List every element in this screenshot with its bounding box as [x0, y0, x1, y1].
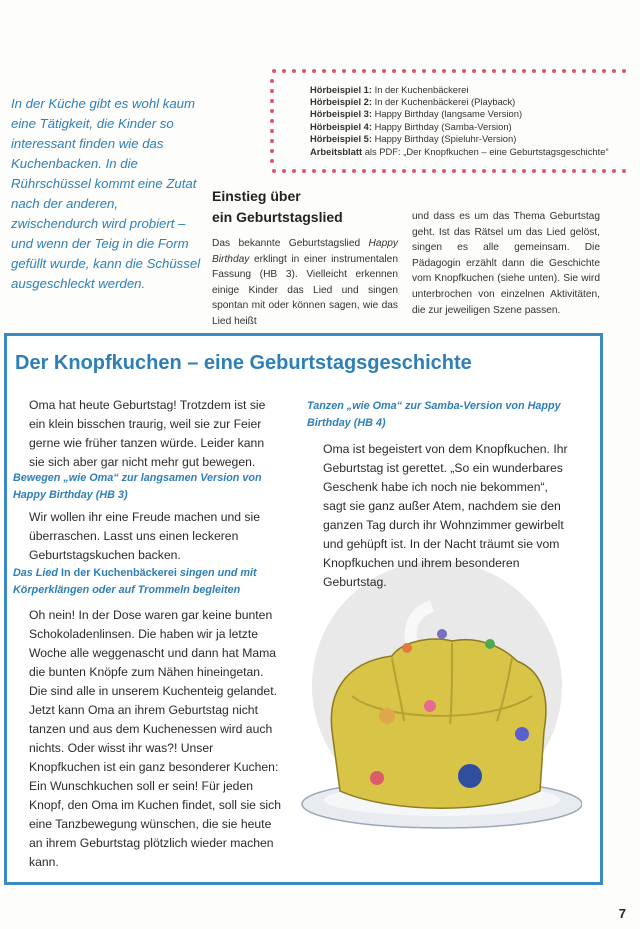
border-dot [432, 69, 436, 73]
story-paragraph: Wir wollen ihr eine Freude machen und sie überraschen. Lasst uns einen leckeren Geburtstagskuchen backen. [29, 510, 260, 562]
border-dot [442, 169, 446, 173]
materials-item: Hörbeispiel 2: In der Kuchenbäckerei (Playback) [310, 96, 516, 108]
border-dot [622, 169, 626, 173]
border-dot [270, 149, 274, 153]
materials-item: Hörbeispiel 1: In der Kuchenbäckerei [310, 84, 469, 95]
border-dot [462, 169, 466, 173]
border-dot [362, 169, 366, 173]
border-dot [322, 69, 326, 73]
border-dot [562, 169, 566, 173]
border-dot [572, 169, 576, 173]
border-dot [270, 139, 274, 143]
border-dot [522, 169, 526, 173]
border-dot [512, 169, 516, 173]
button-blue [437, 629, 447, 639]
border-dot [572, 69, 576, 73]
button-amber [379, 708, 395, 724]
border-dot [270, 159, 274, 163]
border-dot [582, 169, 586, 173]
cake [331, 639, 546, 808]
intro-text: In der Küche gibt es wohl kaum eine Tätigkeit, die Kinder so interessant finden wie das Kuchenbacken. In die Rührschüssel kommt eine Zutat nach der anderen, zwischendurch wird probiert – und wenn der Teig in die Form gefüllt wurde, kann die Schüssel ausgeschleckt werden. [11, 96, 201, 291]
border-dot [452, 69, 456, 73]
border-dot [542, 69, 546, 73]
border-dot [472, 169, 476, 173]
section-heading: Einstieg über ein Geburtstagslied [212, 188, 343, 225]
border-dot [312, 69, 316, 73]
page-number: 7 [618, 906, 626, 921]
materials-item: Hörbeispiel 3: Happy Birthday (langsame Version) [310, 108, 523, 120]
border-dot [492, 69, 496, 73]
section-column-1: Das bekannte Geburtstagslied Happy Birthday erklingt in einer instrumentalen Fassung (HB 3). Vielleicht erkennen einige Kinder das Lied und singen spontan mit oder können sagen, wie das Lied heißt [212, 238, 398, 327]
border-dot [312, 169, 316, 173]
border-dot [482, 69, 486, 73]
border-dot [422, 169, 426, 173]
border-dot [332, 169, 336, 173]
border-dot [342, 169, 346, 173]
border-dot [602, 69, 606, 73]
border-dot [272, 169, 276, 173]
materials-item: Hörbeispiel 4: Happy Birthday (Samba-Version) [310, 120, 512, 132]
border-dot [292, 169, 296, 173]
border-dot [270, 99, 274, 103]
border-dot [592, 169, 596, 173]
border-dot [392, 169, 396, 173]
border-dot [592, 69, 596, 73]
border-dot [372, 69, 376, 73]
border-dot [562, 69, 566, 73]
border-dot [602, 169, 606, 173]
border-dot [382, 169, 386, 173]
border-dot [272, 69, 276, 73]
border-dot [502, 69, 506, 73]
story-activity: Tanzen „wie Oma“ zur Samba-Version von Happy Birthday (HB 4) [307, 400, 561, 429]
button-navy [458, 764, 482, 788]
border-dot [532, 169, 536, 173]
button-orange [402, 643, 412, 653]
border-dot [332, 69, 336, 73]
border-dot [552, 69, 556, 73]
materials-item: Arbeitsblatt als PDF: „Der Knopfkuchen – eine Geburtstagsgeschichte“ [310, 146, 609, 158]
border-dot [422, 69, 426, 73]
border-dot [282, 69, 286, 73]
border-dot [442, 69, 446, 73]
border-dot [362, 69, 366, 73]
button-red [370, 771, 384, 785]
border-dot [382, 69, 386, 73]
border-dot [302, 69, 306, 73]
border-dot [432, 169, 436, 173]
story-paragraph: Oma ist begeistert von dem Knopfkuchen. Ihr Geburtstag ist gerettet. „So ein wunderbares Geschenk habe ich noch nie bekommen“, sagt sie ganz außer Atem, nachdem sie den ganzen Tag durch ihr Wohnzimmer gewirbelt und gehüpft ist. In der Nacht träumt sie vom Knopfkuchen und ihrem besonderen Geburtstag. [323, 442, 568, 589]
button-green [485, 639, 495, 649]
border-dot [270, 119, 274, 123]
button-pink [424, 700, 436, 712]
story-box [4, 333, 603, 885]
border-dot [482, 169, 486, 173]
border-dot [552, 169, 556, 173]
border-dot [492, 169, 496, 173]
border-dot [352, 169, 356, 173]
border-dot [612, 69, 616, 73]
border-dot [402, 169, 406, 173]
border-dot [612, 169, 616, 173]
border-dot [502, 169, 506, 173]
story-activity: Bewegen „wie Oma“ zur langsamen Version von Happy Birthday (HB 3) [13, 472, 262, 501]
border-dot [372, 169, 376, 173]
border-dot [402, 69, 406, 73]
border-dot [270, 79, 274, 83]
border-dot [622, 69, 626, 73]
border-dot [412, 69, 416, 73]
border-dot [302, 169, 306, 173]
story-activity: Das Lied In der Kuchenbäckerei singen und mit Körperklängen oder auf Trommeln begleiten [13, 567, 257, 596]
border-dot [292, 69, 296, 73]
border-dot [270, 109, 274, 113]
materials-box [268, 67, 632, 175]
border-dot [322, 169, 326, 173]
border-dot [532, 69, 536, 73]
story-paragraph: Oh nein! In der Dose waren gar keine bunten Schokoladenlinsen. Die haben wir ja letzte Woche alle weggenascht und dann hat Mama die bunten Knöpfe zum Nähen hineingetan. Die sind alle in unserem Kuchenteig gelandet. Jetzt kann Oma an ihrem Geburtstag nicht tanzen und aus dem Kuchenessen wird auch nichts. Oder wisst ihr was?! Unser Knopfkuchen ist ein ganz besonderer Kuchen: Ein Wunschkuchen soll er sein! Für jeden Knopf, den Oma im Kuchen findet, soll sie sich eine Tanzbewegung wünschen, die sie heute an ihrem Geburtstag plötzlich wieder machen kann. [29, 608, 282, 869]
border-dot [352, 69, 356, 73]
border-dot [462, 69, 466, 73]
section-column-2: und dass es um das Thema Geburtstag geht. Ist das Rätsel um das Lied gelöst, singen es alle gemeinsam. Die Pädagogin erzählt dann die Geschichte vom Knopfkuchen (siehe unten). Sie wird unterbrochen von einzelnen Aktivitäten, die zur jeweiligen Szene passen. [412, 211, 600, 316]
border-dot [412, 169, 416, 173]
story-paragraph: Oma hat heute Geburtstag! Trotzdem ist sie ein klein bisschen traurig, weil sie zur Feier gerne wie früher tanzen würde. Leider kann sie sich aber gar nicht mehr gut bewegen. [29, 398, 266, 469]
border-dot [270, 89, 274, 93]
border-dot [392, 69, 396, 73]
materials-item: Hörbeispiel 5: Happy Birthday (Spieluhr-Version) [310, 132, 517, 144]
border-dot [522, 69, 526, 73]
border-dot [452, 169, 456, 173]
border-dot [270, 129, 274, 133]
border-dot [282, 169, 286, 173]
border-dot [472, 69, 476, 73]
button-violet [515, 727, 529, 741]
materials-list [310, 84, 609, 158]
border-dot [582, 69, 586, 73]
story-title: Der Knopfkuchen – eine Geburtstagsgeschichte [15, 352, 472, 374]
border-dot [342, 69, 346, 73]
border-dot [512, 69, 516, 73]
border-dot [542, 169, 546, 173]
